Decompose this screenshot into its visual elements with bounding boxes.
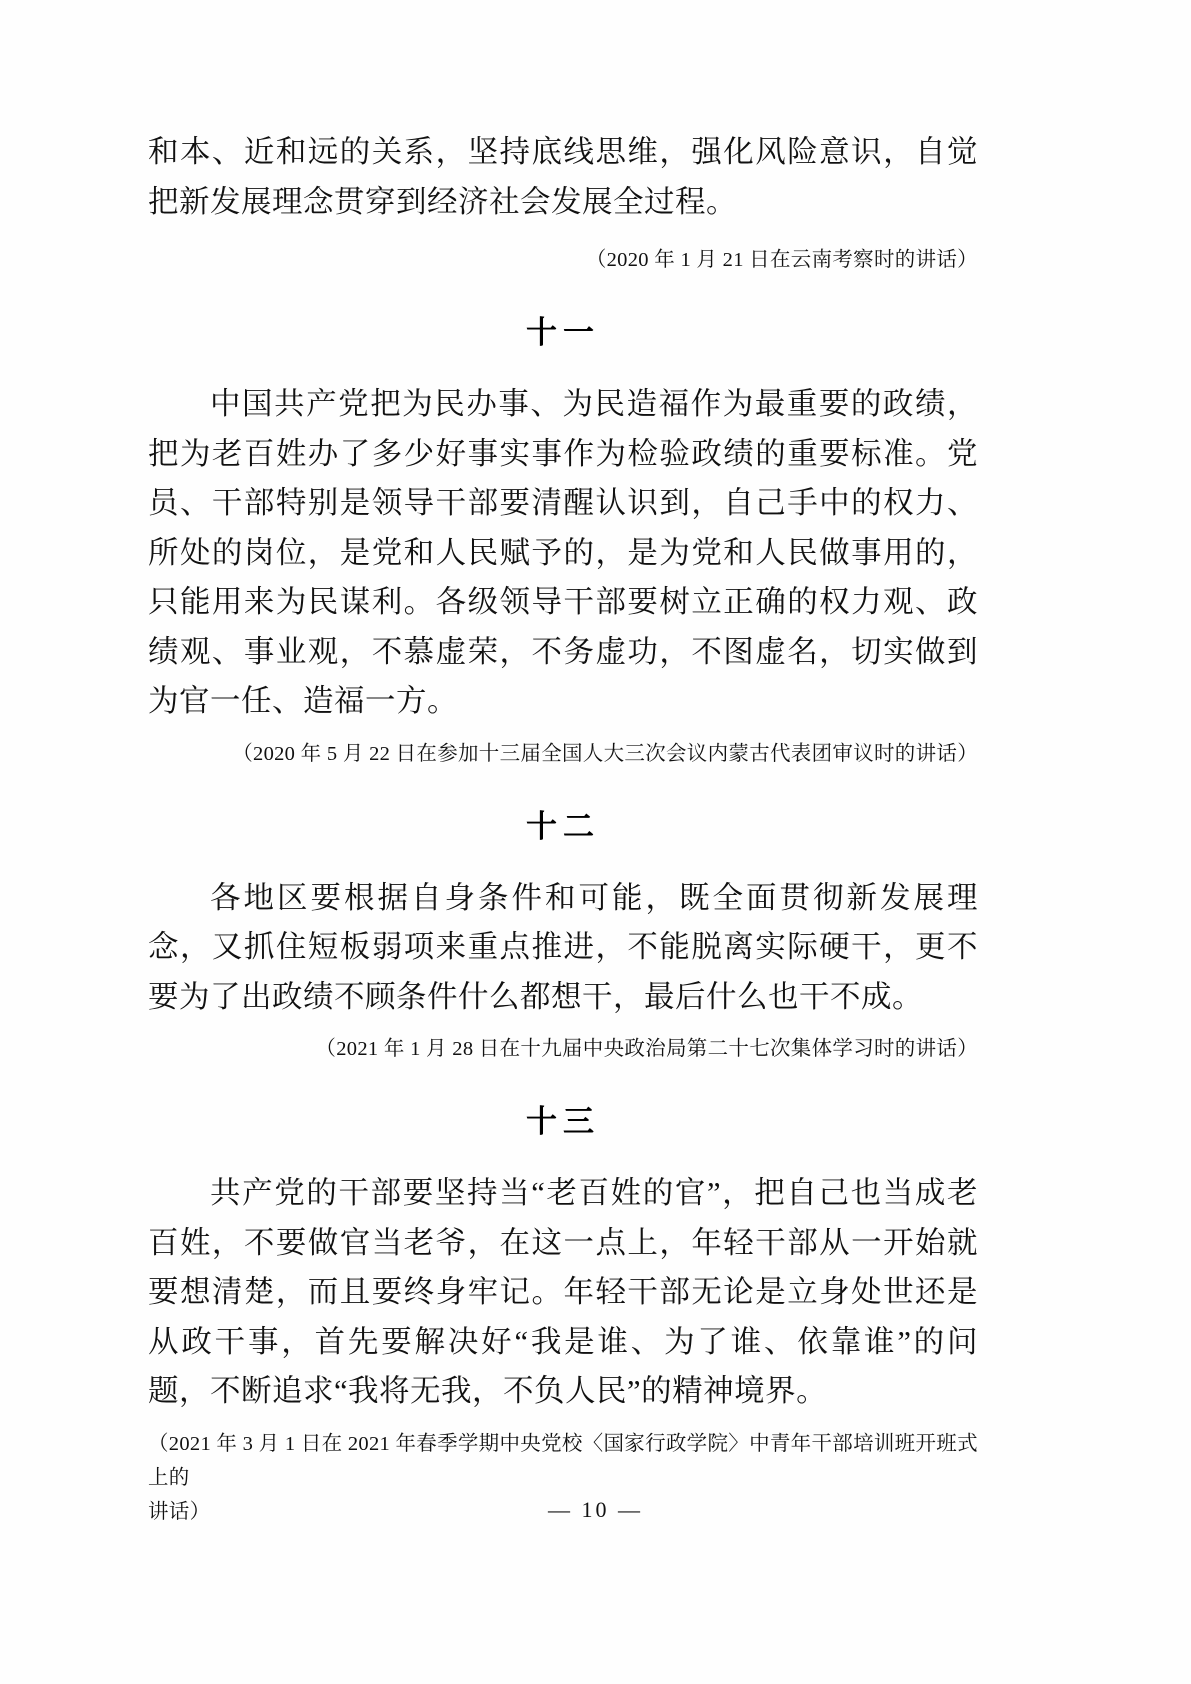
- continued-attribution: （2020 年 1 月 21 日在云南考察时的讲话）: [585, 249, 978, 271]
- spacer: [148, 1066, 978, 1096]
- section-heading-11: 十一: [526, 315, 600, 350]
- section-attribution-13-line2: 讲话）: [148, 1500, 211, 1523]
- section-attribution-13-line1: （2021 年 3 月 1 日在 2021 年春季学期中央党校〈国家行政学院〉中青年干部培训班开班式上的: [148, 1432, 978, 1489]
- spacer: [148, 727, 978, 737]
- section-paragraph-11: 中国共产党把为民办事、为民造福作为最重要的政绩，把为老百姓办了多少好事实事作为检验政绩的重要标准。党员、干部特别是领导干部要清醒认识到，自己手中的权力、所处的岗位，是党和人民赋予的，是为党和人民做事用的，只能用来为民谋利。各级领导干部要树立正确的权力观、政绩观、事业观，不慕虚荣，不务虚功，不图虚名，切实做到为官一任、造福一方。: [148, 387, 978, 718]
- page-content: [148, 128, 978, 1529]
- section-heading-12: 十二: [526, 808, 600, 844]
- spacer: [148, 277, 978, 307]
- spacer: [148, 1022, 978, 1032]
- spacer: [148, 1417, 978, 1427]
- section-attribution-11: （2020 年 5 月 22 日在参加十三届全国人大三次会议内蒙古代表团审议时的讲话）: [232, 742, 978, 765]
- spacer: [148, 227, 978, 243]
- spacer: [148, 352, 978, 380]
- section-paragraph-12: 各地区要根据自身条件和可能，既全面贯彻新发展理念，又抓住短板弱项来重点推进，不能脱离实际硬干，更不要为了出政绩不顾条件什么都想干，最后什么也干不成。: [148, 880, 978, 1014]
- spacer: [148, 771, 978, 801]
- section-attribution-12: （2021 年 1 月 28 日在十九届中央政治局第二十七次集体学习时的讲话）: [315, 1038, 978, 1060]
- page-number: — 10 —: [548, 1497, 643, 1522]
- section-heading-13: 十三: [526, 1104, 600, 1139]
- continued-paragraph: 和本、近和远的关系，坚持底线思维，强化风险意识，自觉把新发展理念贯穿到经济社会发展全过程。: [148, 135, 978, 219]
- spacer: [148, 1141, 978, 1169]
- spacer: [148, 846, 978, 874]
- section-paragraph-13: 共产党的干部要坚持当“老百姓的官”，把自己也当成老百姓，不要做官当老爷，在这一点上，年轻干部从一开始就要想清楚，而且要终身牢记。年轻干部无论是立身处世还是从政干事，首先要解决好“我是谁、为了谁、依靠谁”的问题，不断追求“我将无我，不负人民”的精神境界。: [148, 1176, 978, 1408]
